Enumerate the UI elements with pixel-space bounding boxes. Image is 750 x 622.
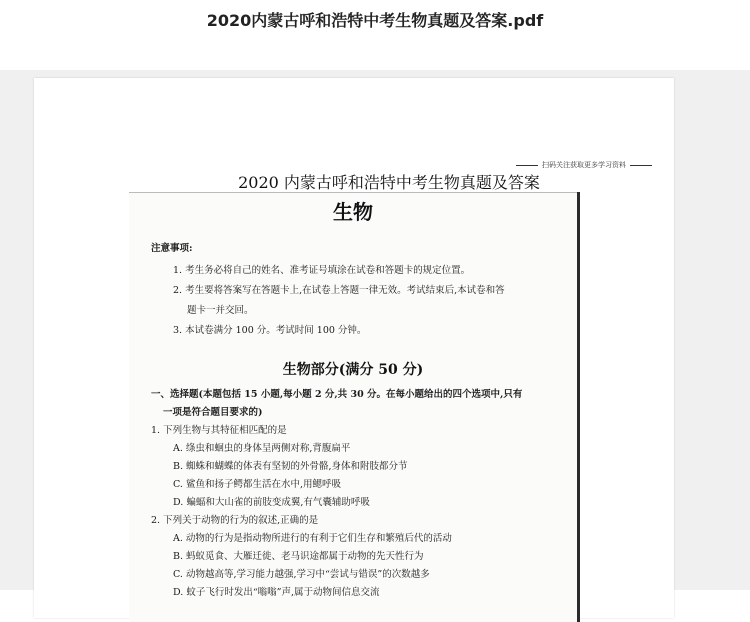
divider: [516, 165, 538, 166]
qr-note-text: 扫码关注获取更多学习资料: [542, 161, 626, 169]
notice-item: 3. 本试卷满分 100 分。考试时间 100 分钟。: [173, 325, 367, 336]
scanned-exam-page: [129, 192, 580, 622]
section-title: 生物部分(满分 50 分): [282, 362, 424, 378]
question-option: B. 蚂蚁觅食、大雁迁徙、老马识途都属于动物的先天性行为: [173, 551, 424, 562]
question-option: C. 动物越高等,学习能力越强,学习中“尝试与错误”的次数越多: [173, 569, 430, 580]
part-intro: 一、选择题(本题包括 15 小题,每小题 2 分,共 30 分。在每小题给出的四个选项中,只有: [151, 389, 523, 400]
exam-title: 生物: [333, 200, 373, 224]
notice-heading: 注意事项:: [151, 243, 193, 254]
question-option: A. 动物的行为是指动物所进行的有利于它们生存和繁殖后代的活动: [173, 533, 452, 544]
divider: [129, 192, 577, 193]
part-intro: 一项是符合题目要求的): [163, 407, 263, 418]
file-header: [0, 0, 750, 70]
question-stem: 1. 下列生物与其特征相匹配的是: [151, 425, 287, 436]
question-option: C. 鲨鱼和扬子鳄都生活在水中,用鳃呼吸: [173, 479, 341, 490]
notice-item: 2. 考生要将答案写在答题卡上,在试卷上答题一律无效。考试结束后,本试卷和答: [173, 285, 505, 296]
file-title: 2020内蒙古呼和浩特中考生物真题及答案.pdf: [206, 11, 544, 30]
question-option: B. 蜘蛛和蝴蝶的体表有坚韧的外骨骼,身体和附肢都分节: [173, 461, 408, 472]
pdf-viewer[interactable]: [0, 70, 750, 598]
question-option: D. 蚊子飞行时发出“嗡嗡”声,属于动物间信息交流: [173, 587, 380, 598]
notice-item: 题卡一并交回。: [187, 305, 254, 316]
divider: [630, 165, 652, 166]
document-heading: 2020 内蒙古呼和浩特中考生物真题及答案: [238, 173, 540, 192]
notice-item: 1. 考生务必将自己的姓名、准考证号填涂在试卷和答题卡的规定位置。: [173, 265, 471, 276]
question-stem: 2. 下列关于动物的行为的叙述,正确的是: [151, 515, 319, 526]
qr-note: [512, 160, 656, 170]
pdf-page: [34, 78, 674, 618]
question-option: D. 蝙蝠和大山雀的前肢变成翼,有气囊辅助呼吸: [173, 497, 370, 508]
question-option: A. 绦虫和蛔虫的身体呈两侧对称,背腹扁平: [173, 443, 351, 454]
